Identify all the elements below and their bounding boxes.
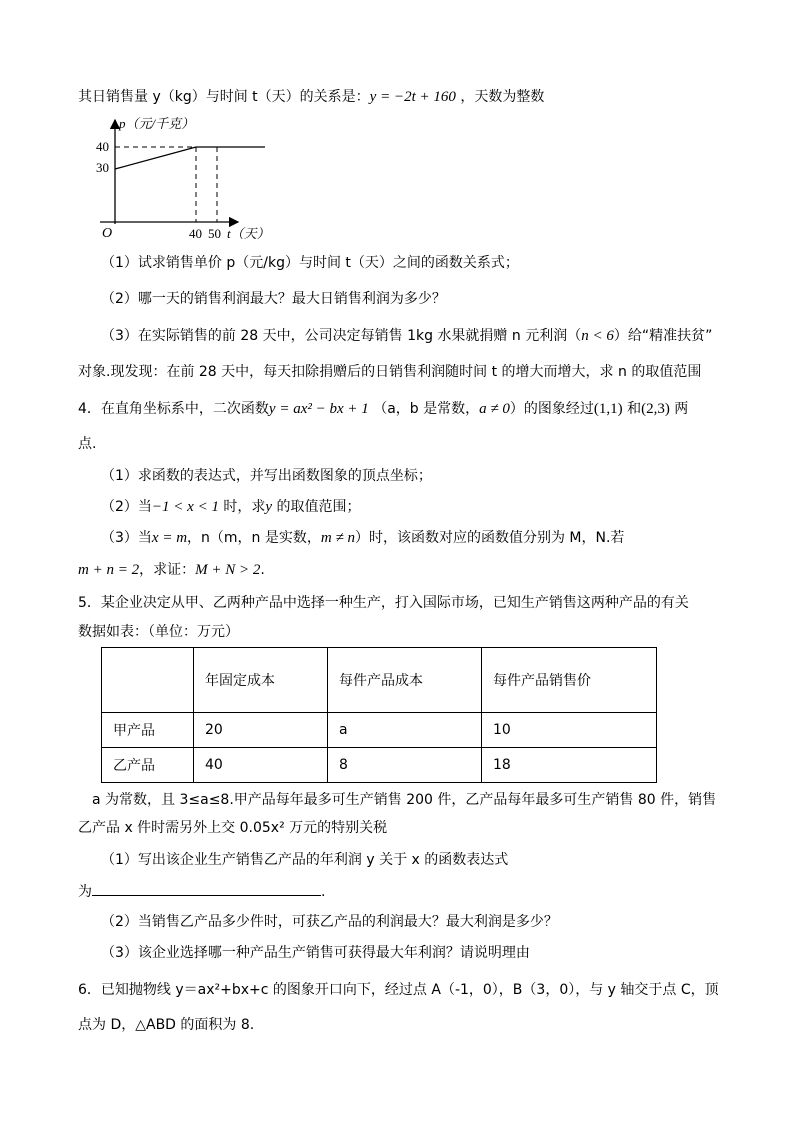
q4-point-1: (1,1) [593,401,623,417]
q4-text-b: （a，b 是常数， [373,401,480,417]
q4-stem [78,399,688,419]
q3-part3-text: （3）在实际销售的前 28 天中，公司决定每销售 1kg 水果就捐赠 n 元利润（ [101,328,582,344]
q6-stem [78,980,719,1000]
answer-blank[interactable] [92,881,321,896]
table-cell: 8 [328,748,482,783]
q5-part1-end: . [321,884,326,900]
y-tick-40: 40 [96,139,109,154]
table-cell: a [328,713,482,748]
q4-part2-text-a: （2）当 [101,499,152,515]
q5-part2: （2）当销售乙产品多少件时，可获乙产品的利润最大？最大利润是多少？ [101,914,558,930]
q5-part1: （1）写出该企业生产销售乙产品的年利润 y 关于 x 的函数表达式 [101,852,509,868]
origin-label: O [102,226,113,241]
q4-text-a: 在直角坐标系中，二次函数 [100,401,269,417]
q5-stem-text: 某企业决定从甲、乙两种产品中选择一种生产，打入国际市场，已知生产销售这两种产品的有关 [100,595,689,611]
q6-stem-text: 已知抛物线 y＝ax²+bx+c 的图象开口向下，经过点 A（-1，0），B（3，0），与 y 轴交于点 C，顶 [100,982,719,998]
q6-stem-cont: 点为 D，△ABD 的面积为 8. [78,1017,255,1033]
x-tick-50: 50 [208,226,221,241]
q4-number: 4． [78,401,101,417]
q4-part3-text-b: ，n（m，n 是实数， [187,530,321,546]
q4-part2-var: y [265,499,273,515]
table-row [102,748,657,783]
q4-part3-text-a: （3）当 [101,530,152,546]
q4-point-2: (2,3) [641,401,670,417]
q4-part2-range: −1 < x < 1 [151,499,219,515]
q4-part3-text-d: ，求证： [139,562,196,578]
q4-part2-text-c: 的取值范围； [272,499,361,515]
table-header-cell: 年固定成本 [194,648,328,713]
q6-number: 6． [78,982,101,998]
x-tick-40: 40 [189,226,202,241]
table-header-row [102,648,657,713]
table-row [102,713,657,748]
intro-line [78,87,544,107]
q5-part3: （3）该企业选择哪一种产品生产销售可获得最大年利润？请说明理由 [101,945,530,961]
price-time-graph [90,114,270,246]
q4-condition: a ≠ 0 [479,401,510,417]
q3-part3-text-end: ）给“精准扶贫” [613,328,713,344]
q4-part1: （1）求函数的表达式，并写出函数图象的顶点坐标； [101,468,432,484]
q3-part3 [101,326,712,346]
table-cell: 20 [194,713,328,748]
q3-part3-condition: n < 6 [581,328,614,344]
intro-formula: y = −2t + 160 [369,89,456,105]
table-header-cell: 每件产品销售价 [482,648,657,713]
q4-part3 [101,528,624,548]
q4-part3-sum: m + n = 2 [78,562,140,578]
table-cell: 40 [194,748,328,783]
q4-part3-text-e: . [260,562,265,578]
q3-part2: （2）哪一天的销售利润最大？最大日销售利润为多少？ [101,291,446,307]
q4-text-d: 和 [622,401,642,417]
product-data-table [101,647,657,783]
table-cell: 甲产品 [102,713,194,748]
q4-part3-text-c: ）时，该函数对应的函数值分别为 M，N.若 [354,530,625,546]
q4-part2 [101,497,361,517]
x-axis-label: t（天） [227,226,270,241]
table-cell: 乙产品 [102,748,194,783]
intro-text: 其日销售量 y（kg）与时间 t（天）的关系是： [78,89,370,105]
q4-part2-text-b: 时，求 [218,499,266,515]
q4-part3-eq: x = m [151,530,188,546]
q5-part1-prefix: 为 [78,884,92,900]
q4-formula: y = ax² − bx + 1 [268,401,369,417]
q4-stem-cont: 点. [78,436,97,452]
table-header-cell: 每件产品成本 [328,648,482,713]
q4-part3-neq: m ≠ n [320,530,355,546]
table-cell: 10 [482,713,657,748]
q5-note-cont: 乙产品 x 件时需另外上交 0.05x² 万元的特别关税 [78,820,388,836]
q4-text-e: 两 [669,401,689,417]
q5-stem [78,593,689,613]
intro-text-end: ，天数为整数 [455,89,545,105]
price-segment-rising [115,147,196,169]
y-axis-label: p（元/千克） [119,116,195,131]
q5-note: a 为常数，且 3≤a≤8.甲产品每年最多可生产销售 200 件，乙产品每年最多可生产销售 80 件，销售 [92,792,717,808]
table-cell: 18 [482,748,657,783]
q3-part1: （1）试求销售单价 p（元/kg）与时间 t（天）之间的函数关系式； [101,255,519,271]
q5-part1-answer [78,881,325,902]
q5-stem-cont: 数据如表：（单位：万元） [78,624,239,640]
q4-part3-cont [78,560,265,580]
q4-part3-claim: M + N > 2 [195,562,261,578]
y-tick-30: 30 [96,160,109,175]
q4-text-c: ）的图象经过 [509,401,594,417]
table-header-cell [102,648,194,713]
q3-part3-cont: 对象.现发现：在前 28 天中，每天扣除捐赠后的日销售利润随时间 t 的增大而增大，求 n 的取值范围 [78,364,702,380]
q5-number: 5． [78,595,101,611]
